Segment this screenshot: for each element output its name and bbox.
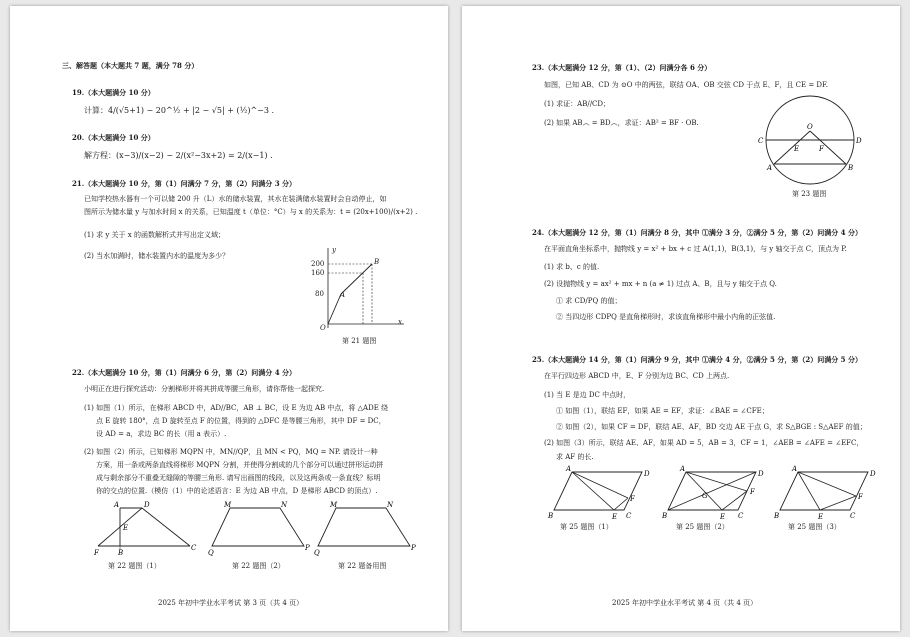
svg-text:F: F: [94, 549, 99, 556]
q24-sub-2-part-1: ① 求 CD/PQ 的值；: [556, 297, 622, 305]
q25-figure-2: [662, 464, 772, 520]
svg-text:A: A: [566, 465, 572, 473]
svg-text:O: O: [807, 123, 813, 131]
svg-text:E: E: [720, 513, 726, 520]
svg-text:F: F: [630, 495, 635, 503]
q25-figure-1: [546, 464, 656, 520]
q19-heading: 19.（本大题满分 10 分）: [72, 88, 155, 97]
svg-text:Q: Q: [208, 549, 214, 556]
q22-heading: 22.（本大题满分 10 分，第（1）问满分 6 分，第（2）问满分 4 分）: [72, 368, 297, 377]
q25-sub-1-part-2: ② 如图（2），如果 CF = DF，联结 AE、AF，BD 交边 AE 于点 G，求 S△BGE : S△AEF 的值；: [556, 423, 867, 431]
q22-fig1-caption: 第 22 题图（1）: [108, 562, 161, 570]
svg-text:B: B: [774, 512, 780, 520]
q22-sub-1-line-3: 设 AD = a，求边 BC 的长（用 a 表示）.: [96, 430, 227, 438]
svg-text:B: B: [548, 512, 554, 520]
q19-expression: 计算：4/(√5+1) − 20^½ + |2 − √5| + (½)^−3 .: [84, 106, 275, 115]
q24-intro: 在平面直角坐标系中，抛物线 y = x² + bx + c 过 A(1,1)，B(3,1)，与 y 轴交于点 C，顶点为 P.: [544, 245, 847, 253]
exam-page-4: [462, 6, 900, 631]
svg-text:Q: Q: [314, 549, 320, 556]
q21-tick-160: 160: [311, 269, 325, 277]
svg-text:M: M: [224, 501, 232, 509]
page-4-footer: 2025 年初中学业水平考试 第 4 页（共 4 页）: [612, 599, 758, 607]
svg-text:D: D: [758, 470, 764, 478]
svg-text:B: B: [662, 512, 668, 520]
q22-sub-1-line-2: 点 E 旋转 180°，点 D 旋转至点 F 的位置，得到的 △DFC 是等腰三角形，其中 DF = DC，: [96, 417, 386, 425]
q25-sub-1-part-1: ① 如图（1），联结 EF，如果 AE = EF，求证：∠BAE = ∠CFE；: [556, 407, 769, 415]
q21-caption: 第 21 题图: [342, 337, 377, 345]
q25-sub-2-line-2: 求 AF 的长.: [556, 453, 594, 461]
svg-text:C: C: [758, 137, 764, 145]
q21-heading: 21.（本大题满分 10 分，第（1）问满分 7 分，第（2）问满分 3 分）: [72, 179, 297, 188]
svg-text:N: N: [387, 501, 394, 509]
q25-fig1-caption: 第 25 题图（1）: [560, 523, 613, 531]
svg-text:C: C: [626, 512, 632, 520]
section-heading: 三、解答题（本大题共 7 题，满分 78 分）: [62, 61, 199, 70]
q23-caption: 第 23 题图: [792, 190, 827, 198]
q23-circle-figure: [752, 94, 870, 190]
svg-text:B: B: [118, 549, 124, 556]
q22-spare-caption: 第 22 题备用图: [338, 562, 387, 570]
svg-text:D: D: [144, 501, 150, 509]
q22-sub-2-line-2: 方案，用一条或两条直线将梯形 MQPN 分割，并使得分割成的几个部分可以通过拼形运动拼: [96, 461, 384, 469]
svg-text:P: P: [305, 544, 310, 552]
svg-text:A: A: [680, 465, 686, 473]
q21-tick-200: 200: [311, 260, 325, 268]
q22-figure-2: [206, 500, 312, 556]
q24-heading: 24.（本大题满分 12 分，第（1）问满分 8 分，其中 ①满分 3 分，②满分 5 分，第（2）问满分 4 分）: [532, 228, 862, 237]
q21-sub-1: (1) 求 y 关于 x 的函数解析式并写出定义域；: [84, 231, 225, 239]
page-3-footer: 2025 年初中学业水平考试 第 3 页（共 4 页）: [158, 599, 304, 607]
q21-origin-label: O: [320, 324, 326, 332]
svg-text:C: C: [738, 512, 744, 520]
svg-text:E: E: [123, 524, 129, 532]
q21-graph: [308, 244, 408, 330]
svg-text:D: D: [644, 470, 650, 478]
q22-figure-1: [92, 500, 202, 556]
q24-sub-2-part-2: ② 当四边形 CDPQ 是直角梯形时，求该直角梯形中最小内角的正弦值.: [556, 313, 776, 321]
svg-text:F: F: [819, 145, 824, 153]
q22-sub-2-line-4: 你的交点的位置.（模仿（1）中的论述语言：E 为边 AB 中点，D 是梯形 ABCD 的顶点）.: [96, 487, 378, 495]
q21-paragraph-line-2: 图所示为储水量 y 与加水时间 x 的关系，已知温度 t（单位：°C）与 x 的关系为：t = (20x+100)/(x+2) .: [84, 208, 418, 216]
exam-page-3: [10, 6, 448, 631]
q21-graph-x-label: x: [398, 318, 402, 326]
q25-fig3-caption: 第 25 题图（3）: [788, 523, 841, 531]
q21-point-a: A: [340, 291, 346, 299]
q25-sub-2: (2) 如图（3）所示，联结 AE、AF，如果 AD = 5，AB = 3，CF = 1，∠AEB = ∠AFE = ∠EFC，: [544, 439, 864, 447]
q22-spare-figure: [312, 500, 418, 556]
q21-point-b: B: [374, 258, 380, 266]
svg-text:G: G: [702, 492, 708, 500]
q25-fig2-caption: 第 25 题图（2）: [676, 523, 729, 531]
q23-sub-2: (2) 如果 AB︵ = BD︵，求证：AB² = BF · OB.: [544, 119, 699, 127]
svg-text:N: N: [281, 501, 288, 509]
svg-text:M: M: [330, 501, 338, 509]
svg-text:C: C: [191, 544, 197, 552]
q23-heading: 23.（本大题满分 12 分，第（1）、（2）问满分各 6 分）: [532, 63, 712, 72]
q22-intro: 小明正在进行探究活动：分割梯形并将其拼成等腰三角形，请你帮他一起探究.: [84, 385, 325, 393]
q20-equation: 解方程：(x−3)/(x−2) − 2/(x²−3x+2) = 2/(x−1) .: [84, 151, 273, 160]
q23-intro: 如图，已知 AB、CD 为 ⊙O 中的两弦，联结 OA、OB 交弦 CD 于点 E、F，且 CE = DF.: [544, 81, 829, 89]
svg-text:F: F: [858, 493, 863, 501]
q25-sub-1: (1) 当 E 是边 DC 中点时，: [544, 391, 631, 399]
svg-text:E: E: [612, 513, 618, 520]
q22-fig2-caption: 第 22 题图（2）: [232, 562, 285, 570]
q21-tick-80: 80: [315, 290, 324, 298]
q21-sub-2: (2) 当水加满时，储水装置内水的温度为多少？: [84, 252, 230, 260]
svg-text:D: D: [856, 137, 862, 145]
q25-heading: 25.（本大题满分 14 分，第（1）问满分 9 分，其中 ①满分 4 分，②满分 5 分，第（2）问满分 5 分）: [532, 355, 862, 364]
q23-sub-1: (1) 求证：AB//CD；: [544, 100, 611, 108]
svg-text:C: C: [850, 512, 856, 520]
q21-graph-y-label: y: [332, 246, 336, 254]
q24-sub-1: (1) 求 b、c 的值.: [544, 263, 600, 271]
svg-text:B: B: [848, 164, 854, 172]
q24-sub-2: (2) 设抛物线 y = ax² + mx + n (a ≠ 1) 过点 A、B，且与 y 轴交于点 Q.: [544, 280, 777, 288]
svg-text:A: A: [114, 501, 120, 509]
svg-text:A: A: [792, 465, 798, 473]
svg-text:D: D: [870, 470, 876, 478]
svg-text:F: F: [750, 488, 755, 496]
q22-sub-2-line-3: 成与剩余部分不重叠无缝隙的等腰三角形. 请写出画图的线段，以及这两条或一条直线？标明: [96, 474, 381, 482]
svg-text:A: A: [767, 164, 773, 172]
svg-text:E: E: [794, 145, 800, 153]
q22-sub-1-line-1: (1) 如图（1）所示，在梯形 ABCD 中，AD//BC，AB ⊥ BC，设 E 为边 AB 中点，将 △ADE 绕: [84, 404, 389, 412]
svg-text:P: P: [411, 544, 416, 552]
q25-intro: 在平行四边形 ABCD 中，E、F 分别为边 BC、CD 上两点.: [544, 372, 730, 380]
q20-heading: 20.（本大题满分 10 分）: [72, 133, 155, 142]
q25-figure-3: [774, 464, 884, 520]
svg-text:E: E: [818, 513, 824, 520]
q22-sub-2-line-1: (2) 如图（2）所示，已知梯形 MQPN 中，MN//QP，且 MN < PQ，MQ = NP. 请设计一种: [84, 448, 378, 456]
q21-paragraph-line-1: 已知学校热水器有一个可以储 200 升（L）水的储水装置，其水在装满储水装置时会自动停止，如: [84, 195, 387, 203]
